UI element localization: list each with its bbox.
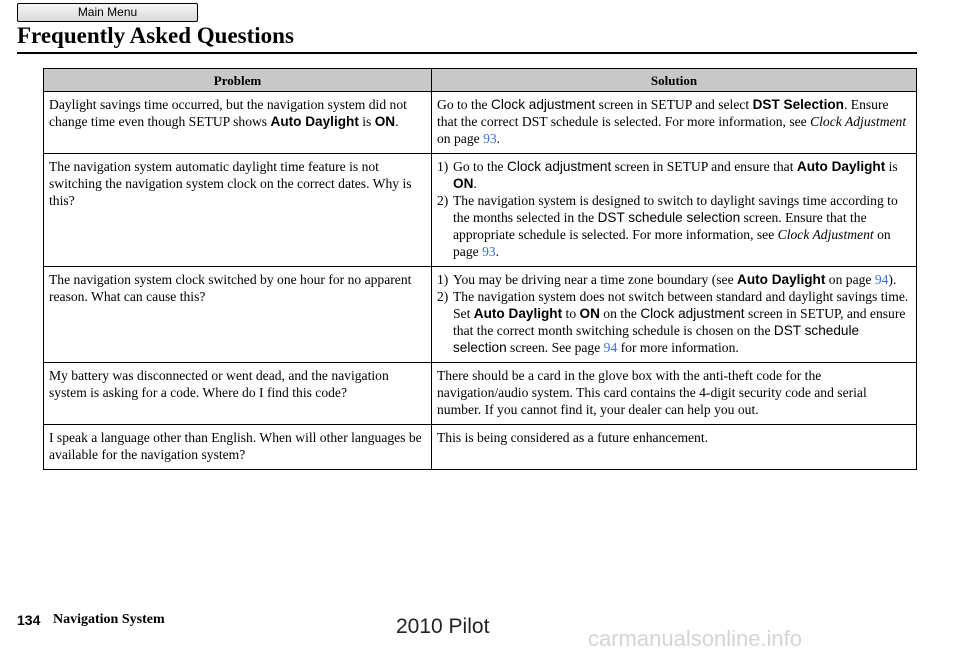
footer-section-title: Navigation System	[53, 612, 165, 627]
problem-cell: My battery was disconnected or went dead, and the navigation system is asking for a code. Where do I find this code?	[44, 363, 432, 425]
ui-term-dst-schedule: DST schedule selection	[597, 210, 741, 225]
solution-step-text: The navigation system is designed to switch to daylight savings time according to the months selected in the DST schedule selection screen. Ensure that the appropriate schedule is selected. For more information, see Clock Adjustment on page 93.	[453, 193, 898, 259]
solution-step-text: You may be driving near a time zone boundary (see Auto Daylight on page 94).	[453, 272, 897, 287]
table-row	[44, 425, 917, 470]
solution-step	[437, 271, 911, 288]
page-title: Frequently Asked Questions	[17, 23, 294, 48]
reference-clock-adjustment: Clock Adjustment	[810, 114, 907, 129]
ui-term-on: ON	[579, 306, 600, 321]
ui-term-auto-daylight: Auto Daylight	[270, 114, 359, 129]
table-row	[44, 363, 917, 425]
column-header-problem: Problem	[44, 69, 432, 92]
solution-step-text: Go to the Clock adjustment screen in SETUP and ensure that Auto Daylight is ON.	[453, 159, 898, 191]
table-row	[44, 92, 917, 154]
ui-term-auto-daylight: Auto Daylight	[737, 272, 826, 287]
faq-table	[43, 68, 917, 470]
reference-clock-adjustment: Clock Adjustment	[777, 227, 874, 242]
table-row	[44, 154, 917, 267]
table-header-row	[44, 69, 917, 92]
step-number: 2)	[437, 193, 449, 208]
solution-cell: Go to the Clock adjustment screen in SETUP and select DST Selection. Ensure that the correct DST schedule is selected. For more information, see Clock Adjustment on page 93.	[432, 92, 917, 154]
main-menu-button[interactable]: Main Menu	[17, 3, 198, 22]
solution-step	[437, 158, 911, 192]
ui-term-clock-adjustment: Clock adjustment	[491, 97, 596, 112]
problem-cell: The navigation system clock switched by one hour for no apparent reason. What can cause this?	[44, 267, 432, 363]
page-number: 134	[17, 612, 41, 628]
solution-cell	[432, 154, 917, 267]
solution-step	[437, 288, 911, 356]
ui-term-auto-daylight: Auto Daylight	[796, 159, 886, 174]
solution-step-text: The navigation system does not switch between standard and daylight savings time. Set Auto Daylight to ON on the Clock adjustment screen in SETUP, and ensure that the correct month switching schedule is chosen on the DST schedule selection screen. See page 94 for more information.	[453, 289, 909, 355]
step-number: 1)	[437, 159, 449, 174]
watermark-model: 2010 Pilot	[396, 615, 490, 638]
problem-cell: Daylight savings time occurred, but the navigation system did not change time even though SETUP shows Auto Daylight is ON.	[44, 92, 432, 154]
ui-term-auto-daylight: Auto Daylight	[473, 306, 563, 321]
column-header-solution: Solution	[432, 69, 917, 92]
ui-term-dst-selection: DST Selection	[752, 97, 844, 112]
ui-term-on: ON	[374, 114, 396, 129]
ui-term-on: ON	[453, 176, 474, 191]
title-divider	[17, 52, 917, 54]
watermark-url: carmanualsonline.info	[588, 626, 803, 651]
page-link[interactable]: 94	[874, 272, 889, 287]
solution-step	[437, 192, 911, 260]
solution-cell: There should be a card in the glove box with the anti-theft code for the navigation/audio system. This card contains the 4-digit security code and serial number. If you cannot find it, your dealer can help you out.	[432, 363, 917, 425]
ui-term-dst-schedule: DST schedule selection	[453, 323, 860, 355]
table-row	[44, 267, 917, 363]
solution-cell	[432, 267, 917, 363]
problem-cell: I speak a language other than English. When will other languages be available for the navigation system?	[44, 425, 432, 470]
solution-cell: This is being considered as a future enhancement.	[432, 425, 917, 470]
page-link[interactable]: 93	[482, 244, 496, 259]
ui-term-clock-adjustment: Clock adjustment	[640, 306, 745, 321]
page-link[interactable]: 93	[483, 131, 497, 146]
step-number: 2)	[437, 289, 449, 304]
ui-term-clock-adjustment: Clock adjustment	[507, 159, 612, 174]
problem-cell: The navigation system automatic daylight time feature is not switching the navigation system clock on the correct dates. Why is this?	[44, 154, 432, 267]
step-number: 1)	[437, 272, 449, 287]
page-link[interactable]: 94	[603, 340, 618, 355]
